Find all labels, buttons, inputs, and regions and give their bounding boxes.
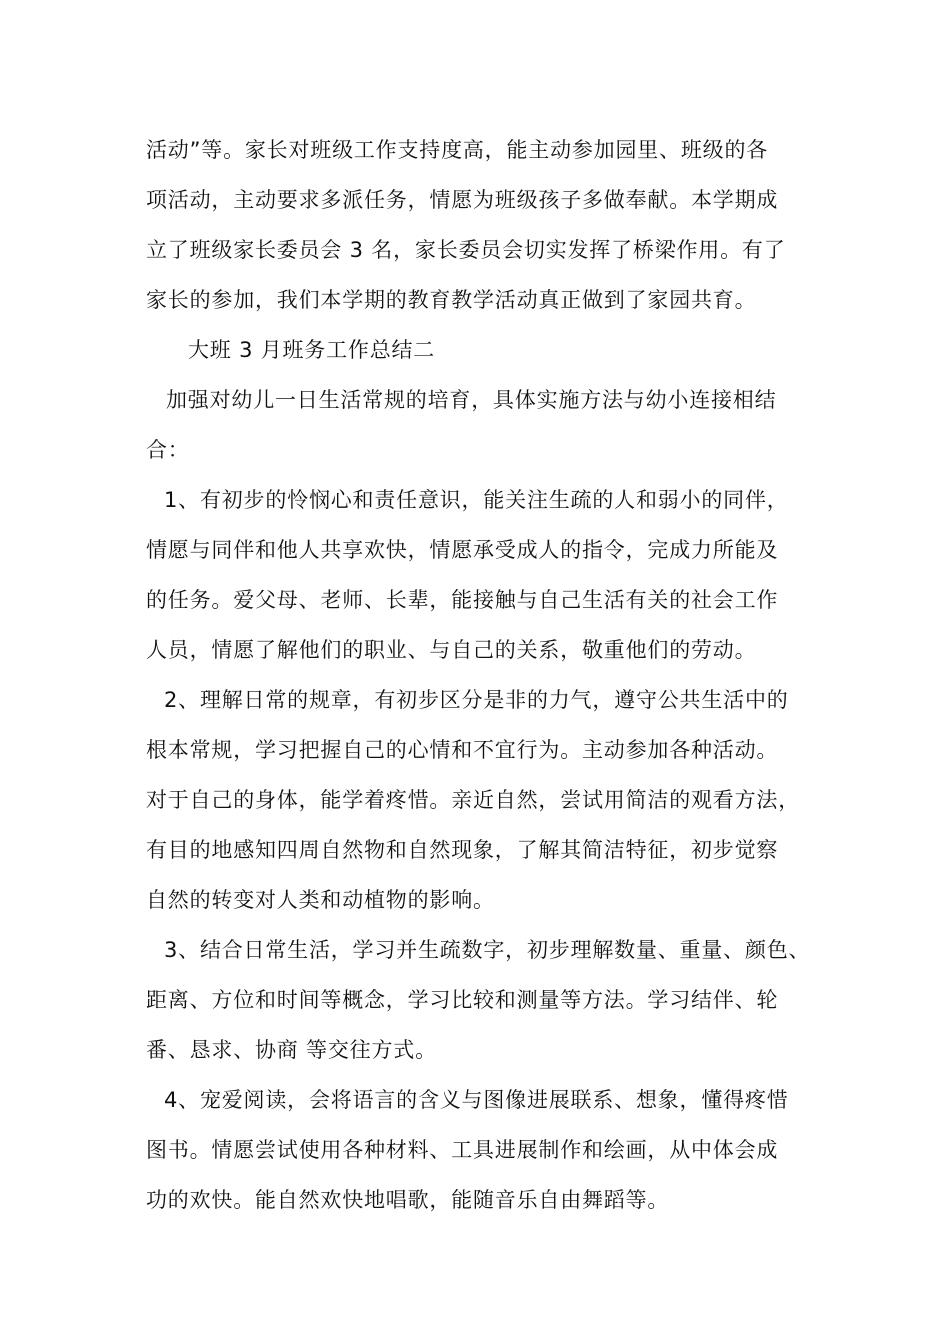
list-item-line: 的任务。爱父母、老师、长辈，能接触与自己生活有关的社会工作: [146, 588, 779, 612]
list-item-line: 人员，情愿了解他们的职业、与自己的关系，敬重他们的劳动。: [146, 638, 757, 662]
list-item-line: 2、理解日常的规章，有初步区分是非的力气，遵守公共生活中的: [164, 688, 789, 712]
list-item-line: 对于自己的身体，能学着疼惜。亲近自然，尝试用简洁的观看方法，: [146, 788, 800, 812]
list-item-line: 功的欢快。能自然欢快地唱歌，能随音乐自由舞蹈等。: [146, 1188, 670, 1212]
list-item-line: 情愿与同伴和他人共享欢快，情愿承受成人的指令，完成力所能及: [146, 538, 779, 562]
paragraph-line: 立了班级家长委员会 3 名，家长委员会切实发挥了桥梁作用。有了: [146, 238, 786, 262]
paragraph-line: 项活动，主动要求多派任务，情愿为班级孩子多做奉献。本学期成: [146, 188, 779, 212]
list-item-line: 根本常规，学习把握自己的心情和不宜行为。主动参加各种活动。: [146, 738, 779, 762]
list-item-line: 距离、方位和时间等概念，学习比较和测量等方法。学习结伴、轮: [146, 988, 779, 1012]
list-item-line: 有目的地感知四周自然物和自然现象，了解其简洁特征，初步觉察: [146, 838, 779, 862]
list-item-line: 番、恳求、协商 等交往方式。: [146, 1038, 437, 1062]
list-item-line: 4、宠爱阅读，会将语言的含义与图像进展联系、想象，懂得疼惜: [164, 1088, 789, 1112]
list-item-line: 自然的转变对人类和动植物的影响。: [146, 888, 495, 912]
paragraph-line: 加强对幼儿一日生活常规的培育，具体实施方法与幼小连接相结: [166, 388, 777, 412]
list-item-line: 1、有初步的怜悯心和责任意识，能关注生疏的人和弱小的同伴，: [164, 488, 789, 512]
list-item-line: 3、结合日常生活，学习并生疏数字，初步理解数量、重量、颜色、: [164, 938, 811, 962]
paragraph-line: 合：: [146, 438, 190, 462]
paragraph-line: 家长的参加，我们本学期的教育教学活动真正做到了家园共育。: [146, 288, 757, 312]
section-heading: 大班 3 月班务工作总结二: [188, 338, 436, 362]
paragraph-line: 活动”等。家长对班级工作支持度高，能主动参加园里、班级的各: [146, 138, 769, 162]
list-item-line: 图书。情愿尝试使用各种材料、工具进展制作和绘画，从中体会成: [146, 1138, 779, 1162]
